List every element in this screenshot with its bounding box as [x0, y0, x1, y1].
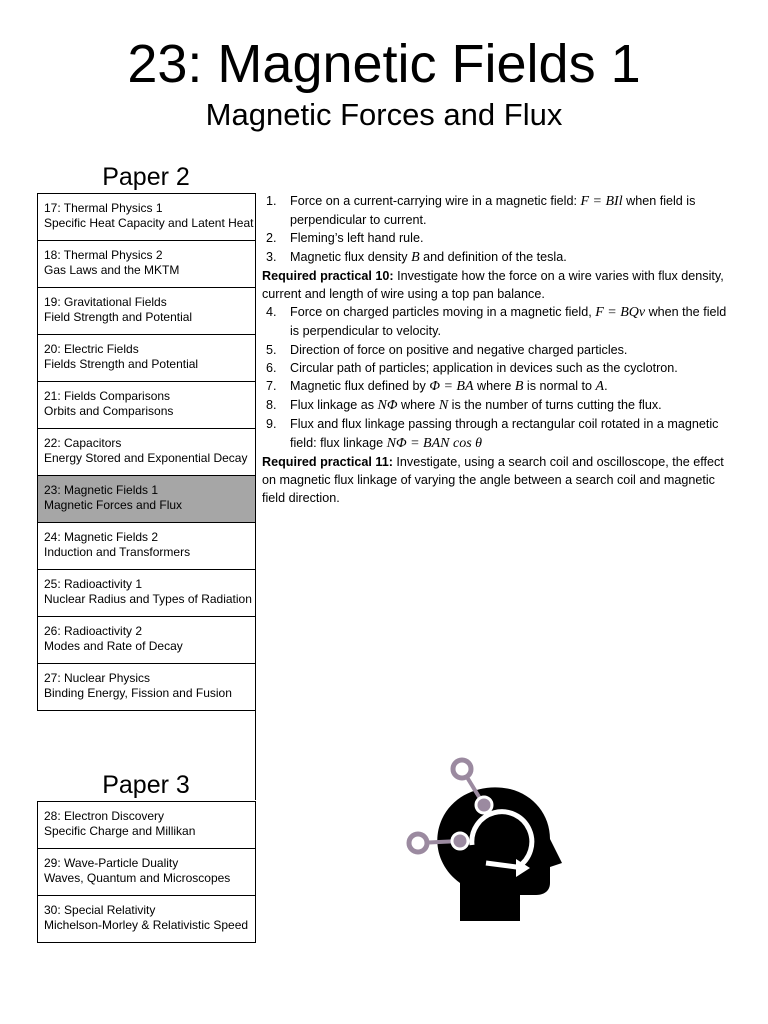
topic-list-item[interactable]	[38, 288, 255, 335]
topic-subtitle: Magnetic Forces and Flux	[44, 498, 183, 512]
topic-number-title: 23: Magnetic Fields 1	[44, 483, 159, 497]
topic-list-item[interactable]	[38, 849, 255, 896]
topic-subtitle: Modes and Rate of Decay	[44, 639, 183, 653]
equation: B	[514, 379, 524, 395]
spec-point-2: 2. Fleming’s left hand rule.	[266, 231, 424, 246]
topic-number-title: 25: Radioactivity 1	[44, 577, 143, 591]
spec-point-5: 5. Direction of force on positive and negative charged particles.	[266, 342, 628, 357]
topic-list-item[interactable]	[38, 570, 255, 617]
topic-number-title: 19: Gravitational Fields	[44, 295, 167, 309]
spec-point-6: 6. Circular path of particles; application in devices such as the cyclotron.	[266, 360, 678, 375]
equation: F = BIl	[580, 194, 623, 209]
paper-3-heading: Paper 3	[102, 771, 190, 799]
topic-subtitle: Gas Laws and the MKTM	[44, 263, 180, 277]
spec-point-3: 3. Magnetic flux density B and definition of the tesla.	[266, 249, 567, 265]
topic-subtitle: Nuclear Radius and Types of Radiation	[44, 592, 252, 606]
topic-number-title: 22: Capacitors	[44, 436, 122, 450]
topic-list-item[interactable]	[38, 523, 255, 570]
topic-list-item[interactable]	[38, 382, 255, 429]
topic-subtitle: Waves, Quantum and Microscopes	[44, 871, 231, 885]
topic-list-item[interactable]	[38, 335, 255, 382]
topic-subtitle: Orbits and Comparisons	[44, 404, 174, 418]
paper-2-heading: Paper 2	[102, 163, 190, 191]
required-practical-10: Required practical 10: Investigate how the force on a wire varies with flux density, current and length of wire using a top pan balance.	[262, 268, 724, 302]
topic-number-title: 28: Electron Discovery	[44, 809, 165, 823]
topic-number-title: 26: Radioactivity 2	[44, 624, 143, 638]
topic-subtitle: Michelson-Morley & Relativistic Speed	[44, 918, 249, 932]
spec-point-1: 1. Force on a current-carrying wire in a magnetic field: F = BIl when field is perpendicular to current.	[266, 194, 696, 228]
topic-list-item[interactable]	[38, 476, 255, 523]
spec-point-4: 4. Force on charged particles moving in a magnetic field, F = BQv when the field is perpendicular to velocity.	[266, 305, 727, 339]
topic-list-item[interactable]	[38, 802, 255, 849]
topic-subtitle: Fields Strength and Potential	[44, 357, 199, 371]
spec-point-9: 9. Flux and flux linkage passing through a rectangular coil rotated in a magnetic field: flux linkage NΦ = BAN cos θ	[266, 417, 719, 451]
topic-list-item[interactable]	[38, 896, 255, 943]
topic-list-item[interactable]	[38, 664, 255, 711]
topic-list-item[interactable]	[38, 617, 255, 664]
specification-content	[262, 192, 732, 507]
topic-list-item[interactable]	[38, 429, 255, 476]
equation: F = BQv	[595, 305, 646, 321]
topic-subtitle: Binding Energy, Fission and Fusion	[44, 686, 232, 700]
spec-point-8: 8. Flux linkage as NΦ where N is the number of turns cutting the flux.	[266, 398, 662, 414]
topic-number-title: 27: Nuclear Physics	[44, 671, 151, 685]
page-subtitle: Magnetic Forces and Flux	[205, 97, 563, 132]
paper-3-topic-list	[37, 801, 256, 943]
topic-number-title: 21: Fields Comparisons	[44, 389, 171, 403]
equation: A	[595, 379, 605, 395]
paper-2-topic-list	[37, 193, 256, 711]
topic-list-item[interactable]	[38, 241, 255, 288]
topic-subtitle: Field Strength and Potential	[44, 310, 193, 324]
topic-number-title: 24: Magnetic Fields 2	[44, 530, 159, 544]
spec-point-7: 7. Magnetic flux defined by Φ = BA where B is normal to A.	[266, 379, 608, 395]
topic-subtitle: Specific Heat Capacity and Latent Heat	[44, 216, 254, 230]
topic-list-item[interactable]	[38, 194, 255, 241]
head-network-icon	[398, 755, 568, 925]
topic-number-title: 29: Wave-Particle Duality	[44, 856, 179, 870]
list-divider-line	[255, 710, 256, 800]
equation: B	[411, 249, 420, 265]
topic-subtitle: Induction and Transformers	[44, 545, 191, 559]
topic-subtitle: Specific Charge and Millikan	[44, 824, 196, 838]
required-practical-11: Required practical 11: Investigate, using a search coil and oscilloscope, the effect on magnetic flux linkage of varying the angle between a search coil and magnetic field direction.	[262, 454, 724, 506]
equation: N	[438, 398, 449, 414]
equation: NΦ = BAN cos θ	[386, 435, 483, 451]
topic-number-title: 20: Electric Fields	[44, 342, 139, 356]
topic-number-title: 18: Thermal Physics 2	[44, 248, 163, 262]
topic-number-title: 30: Special Relativity	[44, 903, 156, 917]
topic-subtitle: Energy Stored and Exponential Decay	[44, 451, 248, 465]
equation: NΦ	[377, 398, 398, 414]
page-title: 23: Magnetic Fields 1	[127, 34, 641, 94]
equation: Φ = BA	[429, 379, 474, 395]
topic-number-title: 17: Thermal Physics 1	[44, 201, 163, 215]
